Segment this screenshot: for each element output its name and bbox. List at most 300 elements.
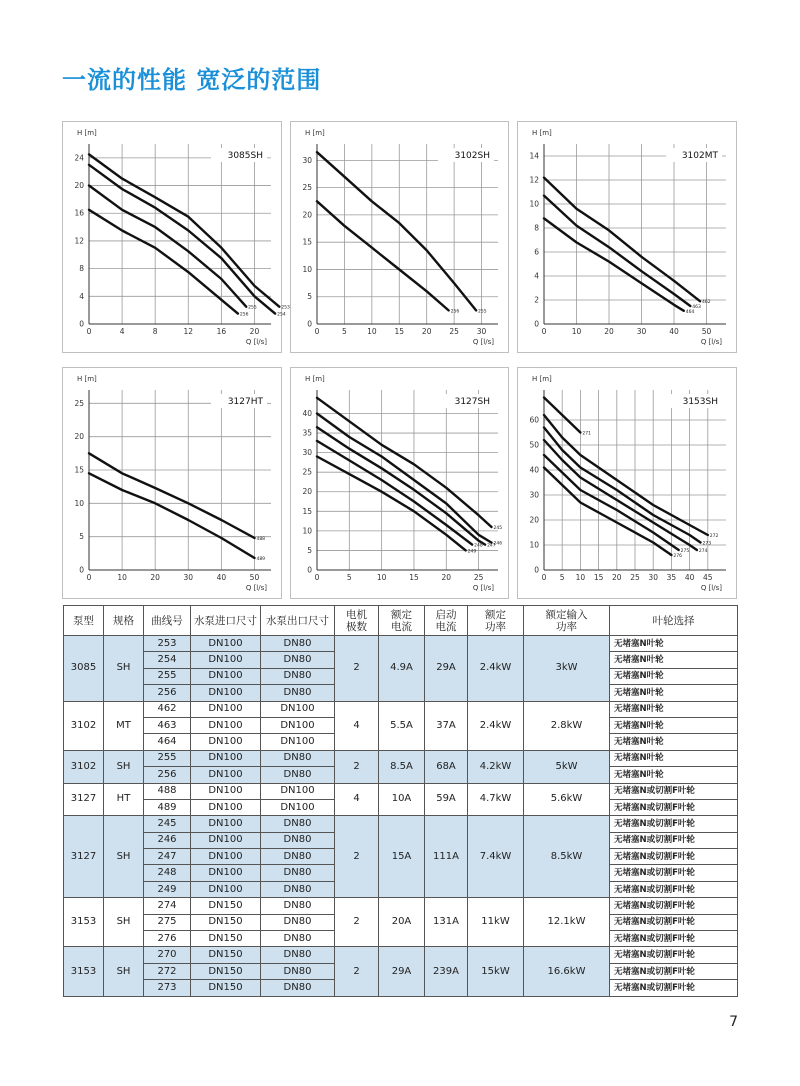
series-line-488 (89, 453, 255, 538)
x-tick-label: 50 (701, 327, 712, 336)
header-rated-power: 额定 功率 (468, 606, 524, 636)
cell-pump-type: 3085 (64, 636, 104, 702)
y-tick-label: 15 (302, 506, 312, 516)
x-tick-label: 20 (421, 327, 432, 336)
x-tick-label: 10 (571, 327, 582, 336)
chart-title: 3085SH (227, 151, 263, 161)
cell-rated-current: 5.5A (379, 701, 425, 750)
x-axis-label: Q [l/s] (245, 338, 267, 346)
x-tick-label: 0 (314, 327, 320, 336)
series-line-275 (544, 455, 679, 550)
chart-svg (518, 368, 736, 598)
y-tick-label: 25 (302, 467, 312, 477)
y-tick-label: 0 (79, 565, 84, 575)
cell-impeller: 无堵塞N或切割F叶轮 (610, 865, 738, 881)
y-tick-label: 12 (529, 175, 539, 185)
cell-input-power: 8.5kW (524, 816, 610, 898)
y-tick-label: 0 (534, 565, 539, 575)
page-number: 7 (729, 1014, 738, 1030)
series-line-256 (89, 210, 238, 314)
cell-start-current: 29A (425, 636, 468, 702)
cell-impeller: 无堵塞N或切割F叶轮 (610, 914, 738, 930)
cell-impeller: 无堵塞N或切割F叶轮 (610, 816, 738, 832)
cell-pump-type: 3127 (64, 816, 104, 898)
cell-spec: MT (104, 701, 144, 750)
page-heading: 一流的性能 宽泛的范围 (62, 66, 322, 94)
y-tick-label: 2 (534, 295, 539, 305)
series-line-254 (89, 165, 275, 314)
cell-impeller: 无堵塞N或切割F叶轮 (610, 832, 738, 848)
chart-svg (291, 368, 508, 598)
x-tick-label: 20 (150, 573, 160, 582)
header-start-current: 启动 电流 (425, 606, 468, 636)
cell-outlet: DN100 (261, 734, 335, 750)
cell-poles: 2 (335, 898, 379, 947)
cell-input-power: 16.6kW (524, 947, 610, 996)
y-tick-label: 40 (302, 408, 312, 418)
cell-inlet: DN100 (191, 783, 261, 799)
cell-outlet: DN80 (261, 750, 335, 766)
y-tick-label: 25 (74, 398, 84, 408)
cell-outlet: DN100 (261, 783, 335, 799)
cell-inlet: DN100 (191, 636, 261, 652)
x-tick-label: 0 (314, 573, 320, 582)
cell-rated-power: 4.7kW (468, 783, 524, 816)
x-tick-label: 20 (612, 573, 622, 582)
table-row (64, 783, 738, 799)
cell-impeller: 无堵塞N叶轮 (610, 668, 738, 684)
cell-poles: 2 (335, 947, 379, 996)
x-tick-label: 16 (216, 327, 227, 336)
x-tick-label: 5 (559, 573, 565, 582)
cell-start-current: 37A (425, 701, 468, 750)
cell-pump-type: 3153 (64, 898, 104, 947)
y-tick-label: 35 (302, 428, 312, 438)
x-tick-label: 0 (541, 573, 547, 582)
cell-inlet: DN100 (191, 750, 261, 766)
x-tick-label: 25 (630, 573, 640, 582)
cell-curve-no: 270 (144, 947, 191, 963)
series-label: 255 (478, 309, 487, 315)
chart-svg (63, 368, 281, 598)
cell-inlet: DN100 (191, 685, 261, 701)
cell-inlet: DN100 (191, 767, 261, 783)
cell-rated-current: 15A (379, 816, 425, 898)
cell-curve-no: 275 (144, 914, 191, 930)
y-tick-label: 0 (307, 565, 312, 575)
cell-rated-current: 20A (379, 898, 425, 947)
cell-rated-power: 2.4kW (468, 701, 524, 750)
cell-inlet: DN150 (191, 947, 261, 963)
table-row (64, 816, 738, 832)
cell-poles: 2 (335, 750, 379, 783)
series-line-255 (317, 152, 476, 310)
chart-title: 3102MT (681, 151, 718, 161)
chart-title: 3127SH (454, 397, 490, 407)
cell-curve-no: 276 (144, 931, 191, 947)
x-tick-label: 5 (346, 573, 352, 582)
series-label: 249 (467, 549, 477, 555)
chart-title: 3127HT (227, 397, 263, 407)
x-tick-label: 8 (152, 327, 158, 336)
cell-curve-no: 246 (144, 832, 191, 848)
cell-outlet: DN80 (261, 668, 335, 684)
cell-rated-current: 8.5A (379, 750, 425, 783)
y-tick-label: 20 (302, 210, 312, 220)
cell-curve-no: 274 (144, 898, 191, 914)
x-tick-label: 40 (669, 327, 679, 336)
cell-spec: SH (104, 816, 144, 898)
header-impeller: 叶轮选择 (610, 606, 738, 636)
pump-curve-chart (62, 121, 290, 353)
table-row (64, 898, 738, 914)
pump-curve-chart (517, 367, 737, 599)
y-tick-label: 5 (307, 545, 312, 555)
x-tick-label: 30 (636, 327, 647, 336)
y-axis-label: H [m] (532, 375, 552, 383)
header-outlet: 水泵出口尺寸 (261, 606, 335, 636)
y-tick-label: 0 (534, 319, 539, 329)
y-tick-label: 20 (529, 515, 539, 525)
x-axis-label: Q [l/s] (700, 584, 722, 592)
cell-curve-no: 254 (144, 652, 191, 668)
cell-curve-no: 255 (144, 750, 191, 766)
y-axis-label: H [m] (532, 129, 552, 137)
pump-curve-chart (62, 367, 282, 599)
cell-spec: SH (104, 636, 144, 702)
x-tick-label: 30 (476, 327, 487, 336)
x-tick-label: 10 (376, 573, 387, 582)
cell-inlet: DN100 (191, 734, 261, 750)
cell-curve-no: 247 (144, 849, 191, 865)
series-label: 253 (281, 305, 290, 311)
chart-svg (63, 122, 290, 352)
table-row (64, 701, 738, 717)
cell-outlet: DN80 (261, 865, 335, 881)
x-tick-label: 10 (575, 573, 586, 582)
y-axis-label: H [m] (305, 129, 325, 137)
cell-outlet: DN80 (261, 914, 335, 930)
cell-impeller: 无堵塞N或切割F叶轮 (610, 963, 738, 979)
cell-rated-power: 7.4kW (468, 816, 524, 898)
cell-curve-no: 489 (144, 799, 191, 815)
header-rated-current: 额定 电流 (379, 606, 425, 636)
cell-inlet: DN150 (191, 980, 261, 996)
y-tick-label: 8 (534, 223, 539, 233)
cell-outlet: DN80 (261, 898, 335, 914)
x-tick-label: 25 (449, 327, 459, 336)
cell-inlet: DN150 (191, 931, 261, 947)
series-label: 256 (450, 309, 460, 315)
cell-spec: SH (104, 898, 144, 947)
series-label: 246 (493, 541, 503, 547)
cell-curve-no: 255 (144, 668, 191, 684)
y-tick-label: 20 (74, 181, 84, 191)
series-label: 245 (493, 525, 503, 531)
x-tick-label: 5 (342, 327, 347, 336)
cell-curve-no: 253 (144, 636, 191, 652)
cell-impeller: 无堵塞N或切割F叶轮 (610, 849, 738, 865)
y-tick-label: 20 (302, 487, 312, 497)
cell-rated-power: 15kW (468, 947, 524, 996)
cell-impeller: 无堵塞N或切割F叶轮 (610, 980, 738, 996)
cell-input-power: 2.8kW (524, 701, 610, 750)
cell-poles: 2 (335, 636, 379, 702)
cell-curve-no: 249 (144, 881, 191, 897)
cell-curve-no: 272 (144, 963, 191, 979)
header-spec: 规格 (104, 606, 144, 636)
series-label: 275 (680, 549, 690, 554)
x-tick-label: 40 (684, 573, 695, 582)
cell-pump-type: 3127 (64, 783, 104, 816)
series-label: 463 (692, 305, 701, 310)
x-tick-label: 40 (216, 573, 227, 582)
series-line-247 (317, 427, 485, 544)
cell-inlet: DN100 (191, 849, 261, 865)
cell-outlet: DN80 (261, 980, 335, 996)
cell-pump-type: 3102 (64, 701, 104, 750)
x-tick-label: 0 (86, 573, 92, 582)
header-poles: 电机 极数 (335, 606, 379, 636)
cell-spec: HT (104, 783, 144, 816)
series-line-276 (544, 468, 671, 556)
cell-rated-power: 4.2kW (468, 750, 524, 783)
chart-svg (518, 122, 736, 352)
y-tick-label: 15 (74, 465, 84, 475)
chart-svg (291, 122, 508, 352)
x-axis-label: Q [l/s] (472, 338, 494, 346)
table-row (64, 636, 738, 652)
cell-input-power: 5kW (524, 750, 610, 783)
x-tick-label: 45 (703, 573, 713, 582)
series-line-248 (317, 441, 472, 545)
series-label: 256 (239, 312, 249, 318)
cell-outlet: DN80 (261, 767, 335, 783)
y-tick-label: 10 (529, 540, 539, 550)
cell-inlet: DN100 (191, 816, 261, 832)
x-tick-label: 12 (183, 327, 194, 336)
cell-impeller: 无堵塞N或切割F叶轮 (610, 947, 738, 963)
y-tick-label: 30 (302, 155, 312, 165)
y-tick-label: 5 (307, 292, 312, 302)
header-pump-type: 泵型 (64, 606, 104, 636)
cell-start-current: 59A (425, 783, 468, 816)
y-tick-label: 5 (79, 532, 84, 542)
cell-impeller: 无堵塞N或切割F叶轮 (610, 783, 738, 799)
cell-outlet: DN80 (261, 652, 335, 668)
cell-pump-type: 3102 (64, 750, 104, 783)
x-tick-label: 4 (119, 327, 125, 336)
cell-outlet: DN80 (261, 931, 335, 947)
series-label: 254 (277, 312, 286, 318)
cell-inlet: DN100 (191, 832, 261, 848)
cell-outlet: DN100 (261, 717, 335, 733)
series-label: 247 (487, 543, 496, 549)
cell-spec: SH (104, 947, 144, 996)
cell-spec: SH (104, 750, 144, 783)
cell-curve-no: 248 (144, 865, 191, 881)
header-inlet: 水泵进口尺寸 (191, 606, 261, 636)
series-line-253 (89, 154, 279, 306)
series-label: 489 (256, 557, 266, 562)
x-tick-label: 15 (593, 573, 604, 582)
cell-impeller: 无堵塞N或切割F叶轮 (610, 799, 738, 815)
cell-curve-no: 273 (144, 980, 191, 996)
cell-outlet: DN80 (261, 685, 335, 701)
cell-curve-no: 464 (144, 734, 191, 750)
cell-input-power: 5.6kW (524, 783, 610, 816)
cell-input-power: 3kW (524, 636, 610, 702)
y-tick-label: 10 (302, 526, 312, 536)
x-tick-label: 15 (394, 327, 405, 336)
y-tick-label: 6 (534, 247, 539, 257)
cell-curve-no: 463 (144, 717, 191, 733)
table-row (64, 947, 738, 963)
cell-impeller: 无堵塞N叶轮 (610, 636, 738, 652)
y-axis-label: H [m] (305, 375, 325, 383)
y-tick-label: 12 (74, 236, 84, 246)
cell-outlet: DN80 (261, 636, 335, 652)
y-tick-label: 15 (302, 237, 312, 247)
chart-title: 3153SH (682, 397, 718, 407)
y-tick-label: 0 (79, 319, 84, 329)
cell-inlet: DN100 (191, 799, 261, 815)
cell-rated-power: 11kW (468, 898, 524, 947)
cell-input-power: 12.1kW (524, 898, 610, 947)
series-label: 271 (582, 431, 591, 437)
y-axis-label: H [m] (77, 129, 97, 137)
x-axis-label: Q [l/s] (245, 584, 267, 592)
cell-inlet: DN100 (191, 865, 261, 881)
series-line-463 (544, 196, 690, 306)
y-tick-label: 24 (74, 153, 84, 163)
cell-outlet: DN80 (261, 849, 335, 865)
series-label: 488 (256, 537, 266, 542)
cell-inlet: DN150 (191, 963, 261, 979)
series-label: 273 (702, 541, 712, 547)
cell-outlet: DN80 (261, 947, 335, 963)
x-tick-label: 35 (666, 573, 677, 582)
y-tick-label: 8 (79, 264, 84, 274)
cell-impeller: 无堵塞N叶轮 (610, 734, 738, 750)
series-label: 248 (474, 543, 483, 549)
pump-curve-chart (517, 121, 737, 353)
cell-curve-no: 245 (144, 816, 191, 832)
series-label: 255 (248, 305, 257, 311)
cell-rated-current: 10A (379, 783, 425, 816)
series-line-462 (544, 178, 700, 302)
cell-curve-no: 256 (144, 767, 191, 783)
series-label: 464 (685, 309, 695, 315)
pump-curve-chart (290, 367, 509, 599)
table-body (64, 636, 738, 997)
cell-outlet: DN80 (261, 881, 335, 897)
series-label: 462 (702, 300, 711, 306)
y-tick-label: 0 (307, 319, 312, 329)
y-tick-label: 4 (79, 291, 84, 301)
table-header-row (64, 606, 738, 636)
x-tick-label: 10 (367, 327, 377, 336)
cell-rated-current: 4.9A (379, 636, 425, 702)
pump-spec-table (63, 605, 738, 997)
cell-inlet: DN100 (191, 668, 261, 684)
header-curve-no: 曲线号 (144, 606, 191, 636)
cell-start-current: 68A (425, 750, 468, 783)
header-input-power: 额定输入 功率 (524, 606, 610, 636)
series-label: 276 (673, 554, 682, 559)
y-tick-label: 25 (302, 183, 312, 193)
y-tick-label: 50 (529, 440, 539, 450)
cell-curve-no: 256 (144, 685, 191, 701)
y-tick-label: 30 (529, 490, 539, 500)
y-tick-label: 10 (302, 264, 312, 274)
cell-poles: 4 (335, 701, 379, 750)
cell-impeller: 无堵塞N叶轮 (610, 652, 738, 668)
cell-inlet: DN100 (191, 652, 261, 668)
x-axis-label: Q [l/s] (700, 338, 722, 346)
cell-impeller: 无堵塞N叶轮 (610, 701, 738, 717)
series-line-489 (89, 473, 255, 558)
y-axis-label: H [m] (77, 375, 97, 383)
cell-outlet: DN80 (261, 963, 335, 979)
cell-inlet: DN100 (191, 701, 261, 717)
y-tick-label: 10 (74, 498, 84, 508)
cell-inlet: DN100 (191, 881, 261, 897)
series-line-256 (317, 201, 449, 310)
series-line-249 (317, 457, 466, 551)
cell-pump-type: 3153 (64, 947, 104, 996)
y-tick-label: 16 (74, 208, 84, 218)
cell-impeller: 无堵塞N或切割F叶轮 (610, 931, 738, 947)
chart-title: 3102SH (454, 151, 490, 161)
cell-impeller: 无堵塞N叶轮 (610, 750, 738, 766)
x-tick-label: 20 (441, 573, 452, 582)
pump-curve-chart (290, 121, 509, 353)
y-tick-label: 20 (74, 432, 84, 442)
cell-poles: 4 (335, 783, 379, 816)
cell-poles: 2 (335, 816, 379, 898)
cell-inlet: DN100 (191, 717, 261, 733)
x-tick-label: 50 (249, 573, 260, 582)
cell-start-current: 131A (425, 898, 468, 947)
y-tick-label: 40 (529, 465, 539, 475)
x-tick-label: 10 (117, 573, 127, 582)
cell-outlet: DN80 (261, 816, 335, 832)
cell-impeller: 无堵塞N叶轮 (610, 717, 738, 733)
x-tick-label: 30 (648, 573, 658, 582)
series-line-464 (544, 218, 684, 310)
x-tick-label: 25 (473, 573, 484, 582)
cell-inlet: DN150 (191, 914, 261, 930)
y-tick-label: 10 (529, 199, 539, 209)
cell-inlet: DN150 (191, 898, 261, 914)
x-tick-label: 0 (86, 327, 92, 336)
cell-impeller: 无堵塞N叶轮 (610, 685, 738, 701)
cell-outlet: DN100 (261, 799, 335, 815)
cell-outlet: DN100 (261, 701, 335, 717)
y-tick-label: 30 (302, 448, 312, 458)
x-tick-label: 20 (604, 327, 614, 336)
cell-rated-current: 29A (379, 947, 425, 996)
series-line-245 (317, 398, 492, 527)
x-axis-label: Q [l/s] (472, 584, 494, 592)
series-label: 274 (698, 549, 708, 554)
cell-curve-no: 488 (144, 783, 191, 799)
y-tick-label: 4 (534, 271, 539, 281)
table-row (64, 750, 738, 766)
x-tick-label: 20 (249, 327, 260, 336)
cell-rated-power: 2.4kW (468, 636, 524, 702)
